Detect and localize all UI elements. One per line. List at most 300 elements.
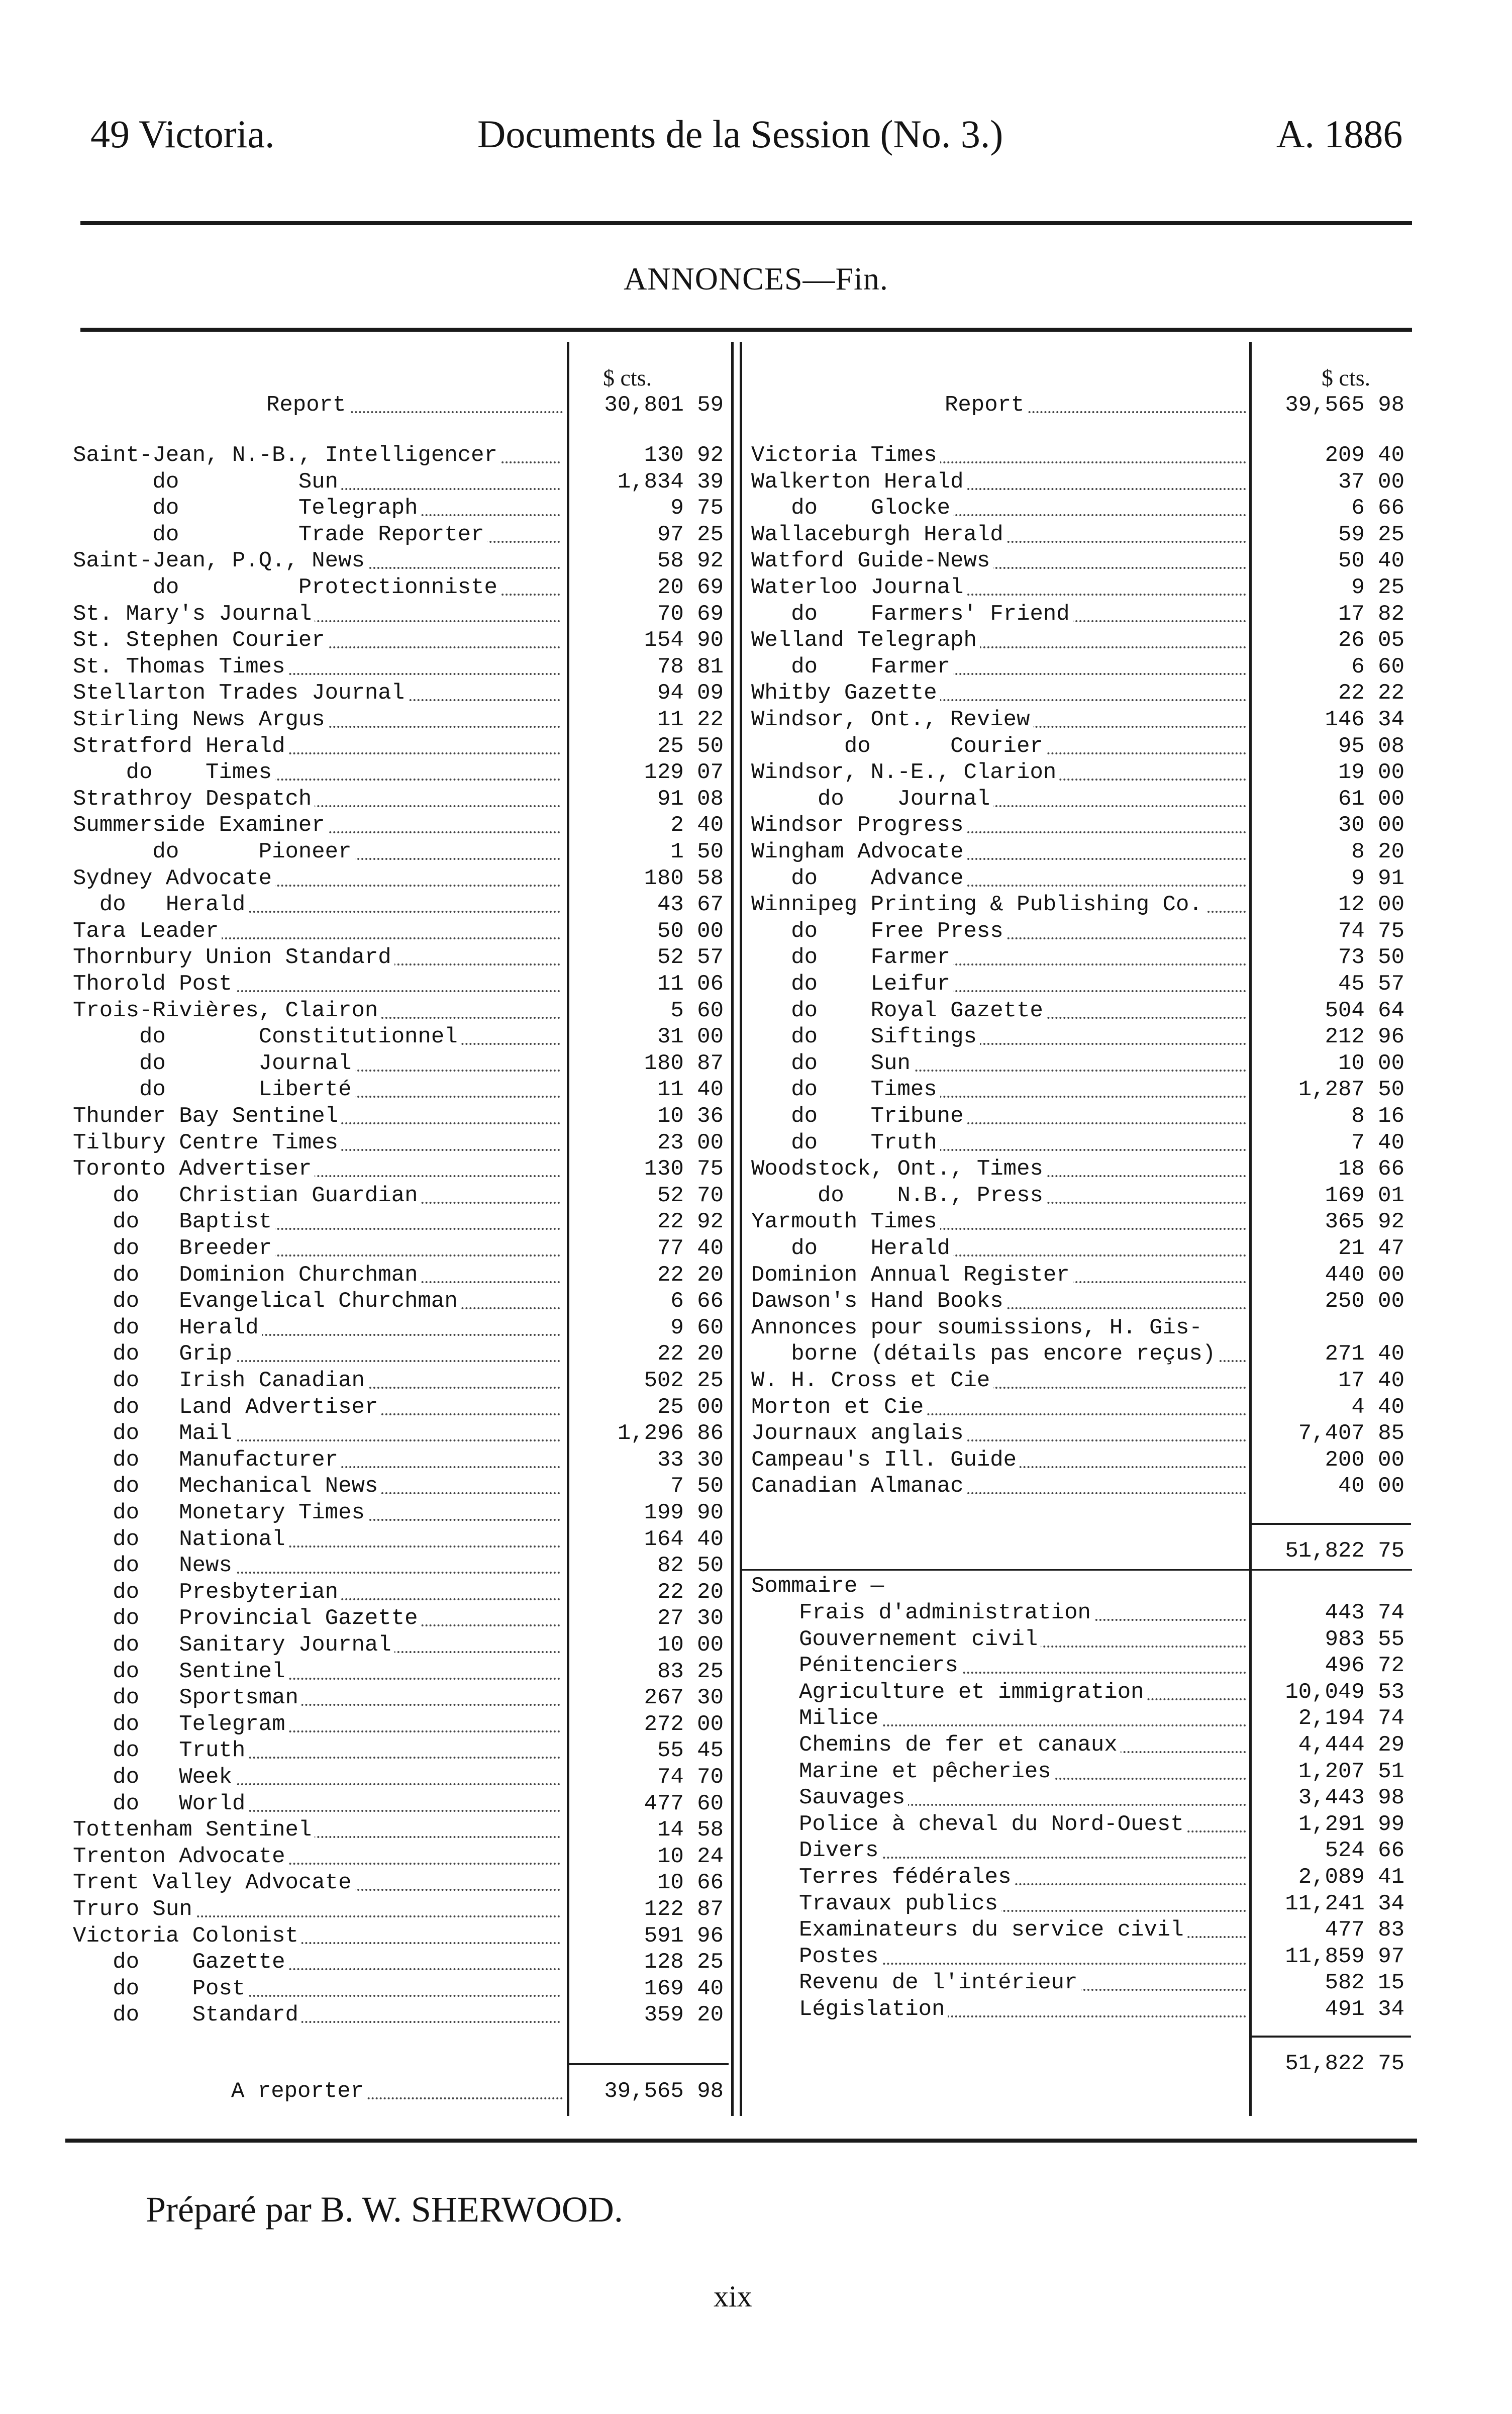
right-entry-name [751,469,1246,495]
right-entry-name [751,1103,1246,1129]
right-entry-label: Journaux anglais [751,1421,966,1446]
right-entry-label: Yarmouth Times [751,1209,940,1234]
right-currency-header: $ cts. [1322,365,1371,391]
left-entry-amount: 11 06 [657,972,724,997]
left-entry-name [73,1500,560,1526]
right-summary-label: Chemins de fer et canaux [799,1732,1121,1758]
left-entry-label: do Monetary Times [73,1500,368,1525]
right-summary-label: Gouvernement civil [799,1627,1041,1652]
left-entry-amount: 272 00 [644,1711,724,1737]
left-carry-row [0,2078,1512,2104]
right-summary-name [799,1891,1246,1917]
right-entry-amount: 26 05 [1338,628,1404,653]
left-entry-amount: 52 57 [657,945,724,971]
right-summary-row [0,1679,1512,1705]
right-summary-row [0,1785,1512,1811]
right-entry-amount: 169 01 [1325,1183,1404,1208]
right-summary-name [799,1785,1246,1811]
right-entry-amount: 45 57 [1338,972,1404,997]
left-entry-label: do Baptist [73,1209,275,1234]
right-summary-amount: 2,194 74 [1298,1706,1404,1731]
left-entry-label: do Truth [73,1738,248,1763]
right-summary-label: Examinateurs du service civil [799,1917,1187,1943]
right-entry-label: Whitby Gazette [751,681,940,706]
right-entry-row [0,1077,1512,1103]
right-summary-row [0,1970,1512,1996]
right-summary-total-label [751,2051,754,2076]
right-entry-row [0,1341,1512,1367]
right-entry-label: do Free Press [751,919,1006,944]
right-entry-label: do Times [751,1077,940,1102]
left-entry-amount: 43 67 [657,892,724,918]
right-summary-label: Terres fédérales [799,1865,1014,1890]
right-summary-amount: 3,443 98 [1298,1785,1404,1811]
left-entry-amount: 78 81 [657,654,724,680]
left-entry-label: Victoria Colonist [73,1923,301,1949]
right-entry-row [0,998,1512,1024]
right-summary-label: Frais d'administration [799,1600,1094,1625]
right-entry-row [0,1156,1512,1182]
right-entry-row [0,627,1512,653]
left-entry-amount: 91 08 [657,786,724,812]
left-currency-header: $ cts. [603,365,652,391]
right-entry-row [0,759,1512,786]
left-entry-amount: 58 92 [657,548,724,574]
left-entry-label: do Irish Canadian [73,1368,368,1393]
left-entry-amount: 25 50 [657,733,724,759]
page-number: xix [714,2280,752,2313]
right-entry-amount: 6 60 [1351,654,1404,680]
right-summary-amount: 1,207 51 [1298,1759,1404,1784]
left-entry-label: Stellarton Trades Journal [73,681,408,706]
right-entry-amount: 7,407 85 [1298,1421,1404,1446]
right-entry-name [751,733,1246,759]
right-entry-name [751,601,1246,627]
right-summary-row [0,1944,1512,1970]
right-entry-name [751,442,1246,468]
right-entry-name [751,1262,1246,1288]
right-entry-row [0,1315,1512,1341]
right-entry-label: Annonces pour soumissions, H. Gis- [751,1315,1205,1340]
left-entry-label: do Sun [73,469,341,495]
left-entry-label: Toronto Advertiser [73,1156,315,1182]
right-entry-amount: 30 00 [1338,813,1404,838]
right-entry-label: do Leifur [751,972,953,997]
right-entry-row [0,442,1512,468]
right-entry-label: do Farmers' Friend [751,602,1073,627]
right-entry-amount: 8 16 [1351,1104,1404,1129]
right-summary-amount: 491 34 [1325,1997,1404,2022]
left-entry-label: do Telegram [73,1712,288,1737]
right-entry-amount: 200 00 [1325,1447,1404,1473]
left-entry-label: do Telegraph [73,496,421,521]
right-entry-name [751,548,1246,574]
left-entry-label: do Times [73,760,275,785]
left-entry-label: Stirling News Argus [73,707,328,732]
right-entry-name [751,944,1246,971]
right-entry-row [0,812,1512,838]
left-entry-label: Thunder Bay Sentinel [73,1104,341,1129]
right-entry-row [0,971,1512,997]
right-summary-label: Marine et pêcheries [799,1759,1054,1784]
left-carry-name [231,2078,563,2104]
right-entry-row [0,1473,1512,1499]
left-entry-amount: 10 24 [657,1844,724,1869]
right-entry-row [0,1288,1512,1314]
right-entry-name [751,1315,1246,1341]
right-entry-label: Woodstock, Ont., Times [751,1156,1046,1182]
left-entry-amount: 11 40 [657,1077,724,1103]
right-summary-label: Postes [799,1944,881,1969]
right-report-label: Report [945,393,1027,418]
right-summary-row [0,1838,1512,1864]
left-entry-amount: 52 70 [657,1183,724,1208]
left-entry-label: Thorold Post [73,972,235,997]
right-summary-name [799,1732,1246,1758]
left-entry-amount: 129 07 [644,760,724,786]
right-total-row [0,1538,1512,1564]
left-entry-label: do Standard [73,2002,301,2027]
right-entry-label: do Royal Gazette [751,998,1046,1023]
right-report-name [945,392,1246,418]
left-entry-amount: 55 45 [657,1738,724,1764]
left-entry-label: do Herald [73,1315,262,1340]
right-entry-name [751,1183,1246,1209]
left-entry-amount: 477 60 [644,1791,724,1816]
left-entry-label: St. Mary's Journal [73,602,315,627]
right-entry-amount: 17 40 [1338,1368,1404,1393]
right-entry-name [751,1420,1246,1446]
right-summary-amount: 582 15 [1325,1970,1404,1996]
right-summary-amount: 477 83 [1325,1917,1404,1943]
right-entry-label: do Herald [751,1236,953,1261]
left-entry-amount: 11 22 [657,707,724,732]
right-summary-row [0,1600,1512,1626]
right-summary-row [0,1626,1512,1653]
left-entry-amount: 82 50 [657,1553,724,1579]
right-entry-amount: 22 22 [1338,681,1404,706]
left-entry-amount: 128 25 [644,1950,724,1975]
left-entry-label: do National [73,1527,288,1552]
right-entry-row [0,839,1512,865]
left-entry-amount: 33 30 [657,1447,724,1473]
left-entry-label: do Land Advertiser [73,1395,381,1420]
left-entry-amount: 502 25 [644,1368,724,1393]
left-entry-amount: 10 36 [657,1104,724,1129]
right-entry-label: W. H. Cross et Cie [751,1368,993,1393]
right-entry-row [0,918,1512,944]
right-summary-name [799,1653,1246,1679]
left-entry-label: Strathroy Despatch [73,787,315,812]
right-entry-row [0,1394,1512,1420]
right-entry-name [751,971,1246,997]
right-entry-name [751,1077,1246,1103]
left-entry-amount: 1,834 39 [617,469,724,495]
right-entry-label: do Journal [751,787,993,812]
right-summary-total-line [1250,2036,1411,2038]
right-summary-row [0,1653,1512,1679]
right-entry-label: Canadian Almanac [751,1474,966,1499]
right-entry-name [751,1341,1246,1367]
right-entry-row [0,1209,1512,1235]
right-entry-row [0,1262,1512,1288]
left-entry-amount: 359 20 [644,2002,724,2028]
left-entry-label: do Sanitary Journal [73,1632,394,1658]
right-summary-amount: 1,291 99 [1298,1811,1404,1837]
prepared-by: Préparé par B. W. SHERWOOD. [146,2189,623,2230]
left-entry-amount: 267 30 [644,1685,724,1711]
right-entry-name [751,680,1246,706]
left-entry-label: Tottenham Sentinel [73,1817,315,1843]
left-entry-amount: 6 66 [670,1289,724,1314]
left-entry-label: Thornbury Union Standard [73,945,394,970]
right-total-label [751,1538,754,1564]
right-summary-amount: 443 74 [1325,1600,1404,1625]
left-entry-amount: 130 75 [644,1156,724,1182]
header-document-title: Documents de la Session (No. 3.) [477,112,1003,156]
right-entry-label: Watford Guide-News [751,548,993,573]
right-summary-heading-row [0,1573,1512,1599]
right-entry-label: do Advance [751,866,966,891]
left-entry-label: do Constitutionnel [73,1024,461,1049]
header-year: A. 1886 [1276,112,1403,156]
right-summary-label: Sauvages [799,1785,908,1810]
right-summary-label: Police à cheval du Nord-Ouest [799,1812,1187,1837]
left-entry-label: Trent Valley Advocate [73,1870,355,1895]
right-entry-name [751,892,1246,918]
right-summary-name [799,1600,1246,1626]
left-entry-amount: 154 90 [644,628,724,653]
left-entry-label: do Dominion Churchman [73,1263,421,1288]
left-entry-amount: 10 66 [657,1870,724,1896]
right-summary-amount: 983 55 [1325,1626,1404,1652]
right-entry-label: do Sun [751,1051,914,1076]
left-entry-amount: 14 58 [657,1817,724,1843]
right-entry-label: do Glocke [751,496,953,521]
right-entry-amount: 21 47 [1338,1236,1404,1261]
right-entry-amount: 146 34 [1325,707,1404,732]
right-entry-row [0,654,1512,680]
right-entry-name [751,1209,1246,1235]
right-entry-name [751,1050,1246,1077]
right-entry-name [751,627,1246,653]
right-summary-amount: 11,859 97 [1285,1944,1404,1969]
right-entry-name [751,574,1246,601]
left-entry-label: do Manufacturer [73,1447,341,1473]
right-entry-amount: 95 08 [1338,733,1404,759]
right-entry-row [0,786,1512,812]
left-entry-label: Saint-Jean, P.Q., News [73,548,368,573]
left-entry-label: St. Stephen Courier [73,628,328,653]
left-entry-amount: 22 20 [657,1262,724,1288]
left-entry-label: do Post [73,1976,248,2001]
left-entry-amount: 180 87 [644,1050,724,1076]
right-entry-name [751,1394,1246,1420]
left-entry-amount: 22 20 [657,1579,724,1605]
right-entry-label: Winnipeg Printing & Publishing Co. [751,892,1205,917]
left-entry-amount: 130 92 [644,443,724,468]
right-summary-name [799,1705,1246,1731]
right-entry-name [751,1288,1246,1314]
right-entry-label: Wingham Advocate [751,839,966,864]
right-summary-amount: 524 66 [1325,1838,1404,1864]
left-entry-amount: 169 40 [644,1976,724,2001]
right-entry-label: Dominion Annual Register [751,1263,1073,1288]
right-summary-row [0,1864,1512,1890]
right-entry-label: do N.B., Press [751,1183,1046,1208]
left-entry-amount: 70 69 [657,601,724,627]
right-summary-name [799,1917,1246,1943]
left-entry-amount: 9 60 [670,1315,724,1340]
left-entry-amount: 164 40 [644,1526,724,1552]
left-entry-label: do Protectionniste [73,575,500,600]
right-entry-amount: 37 00 [1338,469,1404,495]
left-entry-label: do Gazette [73,1950,288,1975]
right-summary-name [799,1864,1246,1890]
right-summary-row [0,1811,1512,1838]
right-entry-name [751,1024,1246,1050]
right-entry-amount: 212 96 [1325,1024,1404,1050]
left-entry-label: Stratford Herald [73,734,288,759]
right-summary-total-amount: 51,822 75 [1285,2051,1404,2076]
right-summary-heading-label: Sommaire — [751,1574,887,1599]
right-entry-amount: 8 20 [1351,839,1404,864]
right-entry-amount: 12 00 [1338,892,1404,918]
right-entry-name [751,865,1246,892]
right-summary-label: Milice [799,1706,881,1731]
right-entry-row [0,1050,1512,1077]
right-summary-amount: 10,049 53 [1285,1679,1404,1705]
left-entry-amount: 23 00 [657,1130,724,1155]
right-entry-amount: 59 25 [1338,522,1404,547]
header-rule [80,221,1412,225]
right-entry-label: Windsor Progress [751,813,966,838]
left-entry-amount: 74 70 [657,1765,724,1790]
right-summary-row [0,1891,1512,1917]
right-entry-amount: 365 92 [1325,1209,1404,1235]
right-summary-name [799,1679,1246,1705]
right-entry-label: do Courier [751,734,1046,759]
right-entry-amount: 440 00 [1325,1262,1404,1288]
right-summary-label: Divers [799,1838,881,1863]
left-entry-label: do Christian Guardian [73,1183,421,1208]
right-entry-amount: 74 75 [1338,918,1404,944]
right-entry-name [751,654,1246,680]
left-entry-label: do Journal [73,1051,355,1076]
left-entry-amount: 22 92 [657,1209,724,1235]
right-entry-row [0,1103,1512,1129]
right-entry-row [0,522,1512,548]
right-entry-amount: 18 66 [1338,1156,1404,1182]
left-entry-label: Truro Sun [73,1897,195,1922]
right-entry-label: Campeau's Ill. Guide [751,1447,1020,1473]
right-entry-row [0,733,1512,759]
right-entry-name [751,1130,1246,1156]
right-summary-label: Revenu de l'intérieur [799,1970,1081,1995]
left-entry-label: do Evangelical Churchman [73,1289,461,1314]
right-entry-amount: 9 25 [1351,575,1404,600]
left-entry-row [0,1500,1512,1526]
right-entry-amount: 73 50 [1338,945,1404,971]
right-entry-row [0,548,1512,574]
right-entry-row [0,680,1512,706]
right-entry-label: do Siftings [751,1024,980,1049]
right-report-amount: 39,565 98 [1285,393,1404,418]
left-entry-amount: 2 40 [670,813,724,838]
left-entry-label: Sydney Advocate [73,866,275,891]
right-entry-amount: 1,287 50 [1298,1077,1404,1103]
right-entry-row [0,892,1512,918]
right-entry-row [0,865,1512,892]
left-entry-amount: 9 75 [670,496,724,521]
right-entry-amount: 271 40 [1325,1341,1404,1367]
left-entry-label: St. Thomas Times [73,654,288,680]
right-summary-name [799,1944,1246,1970]
right-entry-row [0,1368,1512,1394]
right-entry-name [751,1447,1246,1473]
left-entry-amount: 22 20 [657,1341,724,1367]
right-summary-row [0,1732,1512,1758]
right-summary-name [799,1811,1246,1838]
left-entry-amount: 5 60 [670,998,724,1023]
right-entry-row [0,574,1512,601]
section-title: ANNONCES—Fin. [624,261,888,297]
left-entry-amount: 7 50 [670,1474,724,1499]
left-entry-label: Trenton Advocate [73,1844,288,1869]
right-summary-label: Agriculture et immigration [799,1680,1147,1705]
right-summary-heading-name [751,1573,1246,1599]
right-entry-name [751,522,1246,548]
left-report-amount: 30,801 59 [604,393,724,418]
right-entry-label: Windsor, Ont., Review [751,707,1033,732]
right-summary-row [0,1705,1512,1731]
right-entry-label: borne (détails pas encore reçus) [751,1341,1219,1367]
left-entry-label: do Sentinel [73,1659,288,1684]
right-entry-label: do Farmer [751,654,953,680]
right-summary-amount: 4,444 29 [1298,1732,1404,1758]
right-entry-row [0,1024,1512,1050]
right-summary-rule [741,1569,1412,1571]
left-entry-amount: 180 58 [644,865,724,891]
title-rule [80,328,1412,332]
left-carry-label: A reporter [231,2079,367,2104]
right-entry-label: Welland Telegraph [751,628,980,653]
right-summary-total-name [751,2051,1246,2077]
left-entry-label: do Presbyterian [73,1580,341,1605]
left-entry-amount: 10 00 [657,1632,724,1658]
right-entry-name [751,495,1246,521]
right-entry-label: Victoria Times [751,443,940,468]
right-entry-amount: 4 40 [1351,1394,1404,1420]
left-entry-amount: 199 90 [644,1500,724,1525]
left-entry-label: do Liberté [73,1077,355,1102]
left-entry-label: do Trade Reporter [73,522,487,547]
left-entry-label: do Herald [73,892,248,917]
right-entry-label: Windsor, N.-E., Clarion [751,760,1059,785]
right-entry-name [751,1368,1246,1394]
left-entry-amount: 83 25 [657,1659,724,1684]
right-summary-label: Travaux publics [799,1891,1001,1916]
left-report-label: Report [266,393,349,418]
right-entry-amount: 10 00 [1338,1050,1404,1076]
right-entry-amount: 250 00 [1325,1289,1404,1314]
right-entry-name [751,998,1246,1024]
right-summary-amount: 496 72 [1325,1653,1404,1679]
right-entry-label: do Farmer [751,945,953,970]
right-summary-amount: 2,089 41 [1298,1865,1404,1890]
right-entry-row [0,707,1512,733]
right-summary-name [799,1996,1246,2022]
